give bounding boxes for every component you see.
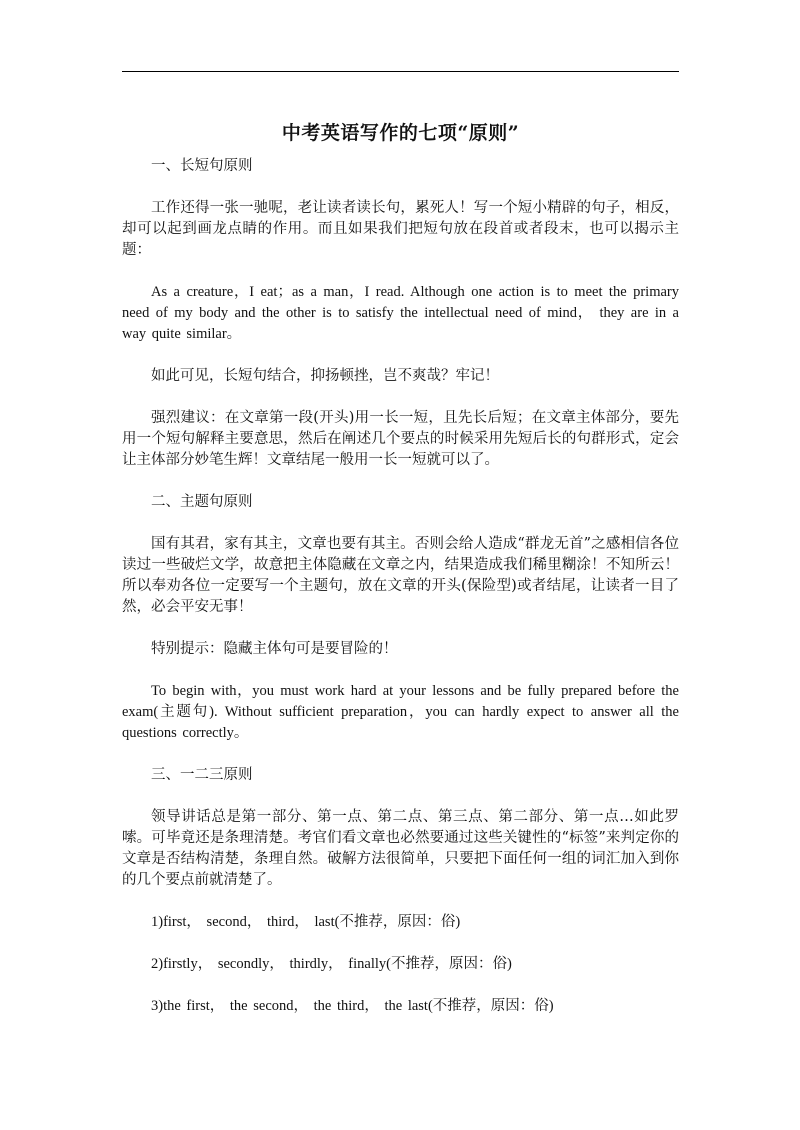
english-example-paragraph: As a creature，I eat；as a man，I read. Although one action is to meet the primary need of my body and the other is to satisfy the intellectual need of mind， they are in a way quite similar。 <box>122 284 679 342</box>
paragraph: 如此可见，长短句结合，抑扬顿挫，岂不爽哉？牢记！ <box>151 368 499 384</box>
english-example-paragraph: To begin with，you must work hard at your lessons and be fully prepared before the exam(主题句). Without sufficient preparation，you can hardly expect to answer all the questions correctly。 <box>122 683 679 741</box>
paragraph: 特别提示：隐藏主体句可是要冒险的！ <box>151 641 398 657</box>
paragraph: 工作还得一张一驰呢，老让读者读长句，累死人！写一个短小精辟的句子，相反，却可以起到画龙点睛的作用。而且如果我们把短句放在段首或者段末，也可以揭示主题： <box>122 200 679 258</box>
paragraph: 强烈建议：在文章第一段(开头)用一长一短，且先长后短；在文章主体部分，要先用一个短句解释主要意思，然后在阐述几个要点的时候采用先短后长的句群形式，定会让主体部分妙笔生辉！文章结尾一般用一长一短就可以了。 <box>122 410 679 468</box>
document-body <box>122 118 679 1038</box>
section-heading-1: 一、长短句原则 <box>151 158 253 174</box>
header-rule <box>122 71 679 72</box>
document-title: 中考英语写作的七项“原则” <box>281 122 520 144</box>
word-list-item: 2)firstly， secondly， thirdly， finally(不推荐，原因：俗) <box>151 956 512 972</box>
paragraph: 国有其君，家有其主，文章也要有其主。否则会给人造成“群龙无首”之感相信各位读过一些破烂文学，故意把主体隐藏在文章之内，结果造成我们稀里糊涂！不知所云！所以奉劝各位一定要写一个主题句，放在文章的开头(保险型)或者结尾，让读者一目了然，必会平安无事！ <box>122 536 679 615</box>
paragraph: 领导讲话总是第一部分、第一点、第二点、第三点、第二部分、第一点…如此罗嗦。可毕竟还是条理清楚。考官们看文章也必然要通过这些关键性的“标签”来判定你的文章是否结构清楚，条理自然。破解方法很简单，只要把下面任何一组的词汇加入到你的几个要点前就清楚了。 <box>122 809 679 888</box>
section-heading-2: 二、主题句原则 <box>151 494 253 510</box>
word-list-item: 1)first， second， third， last(不推荐，原因：俗) <box>151 914 461 930</box>
word-list-item: 3)the first， the second， the third， the last(不推荐，原因：俗) <box>151 998 554 1014</box>
section-heading-3: 三、一二三原则 <box>151 767 253 783</box>
